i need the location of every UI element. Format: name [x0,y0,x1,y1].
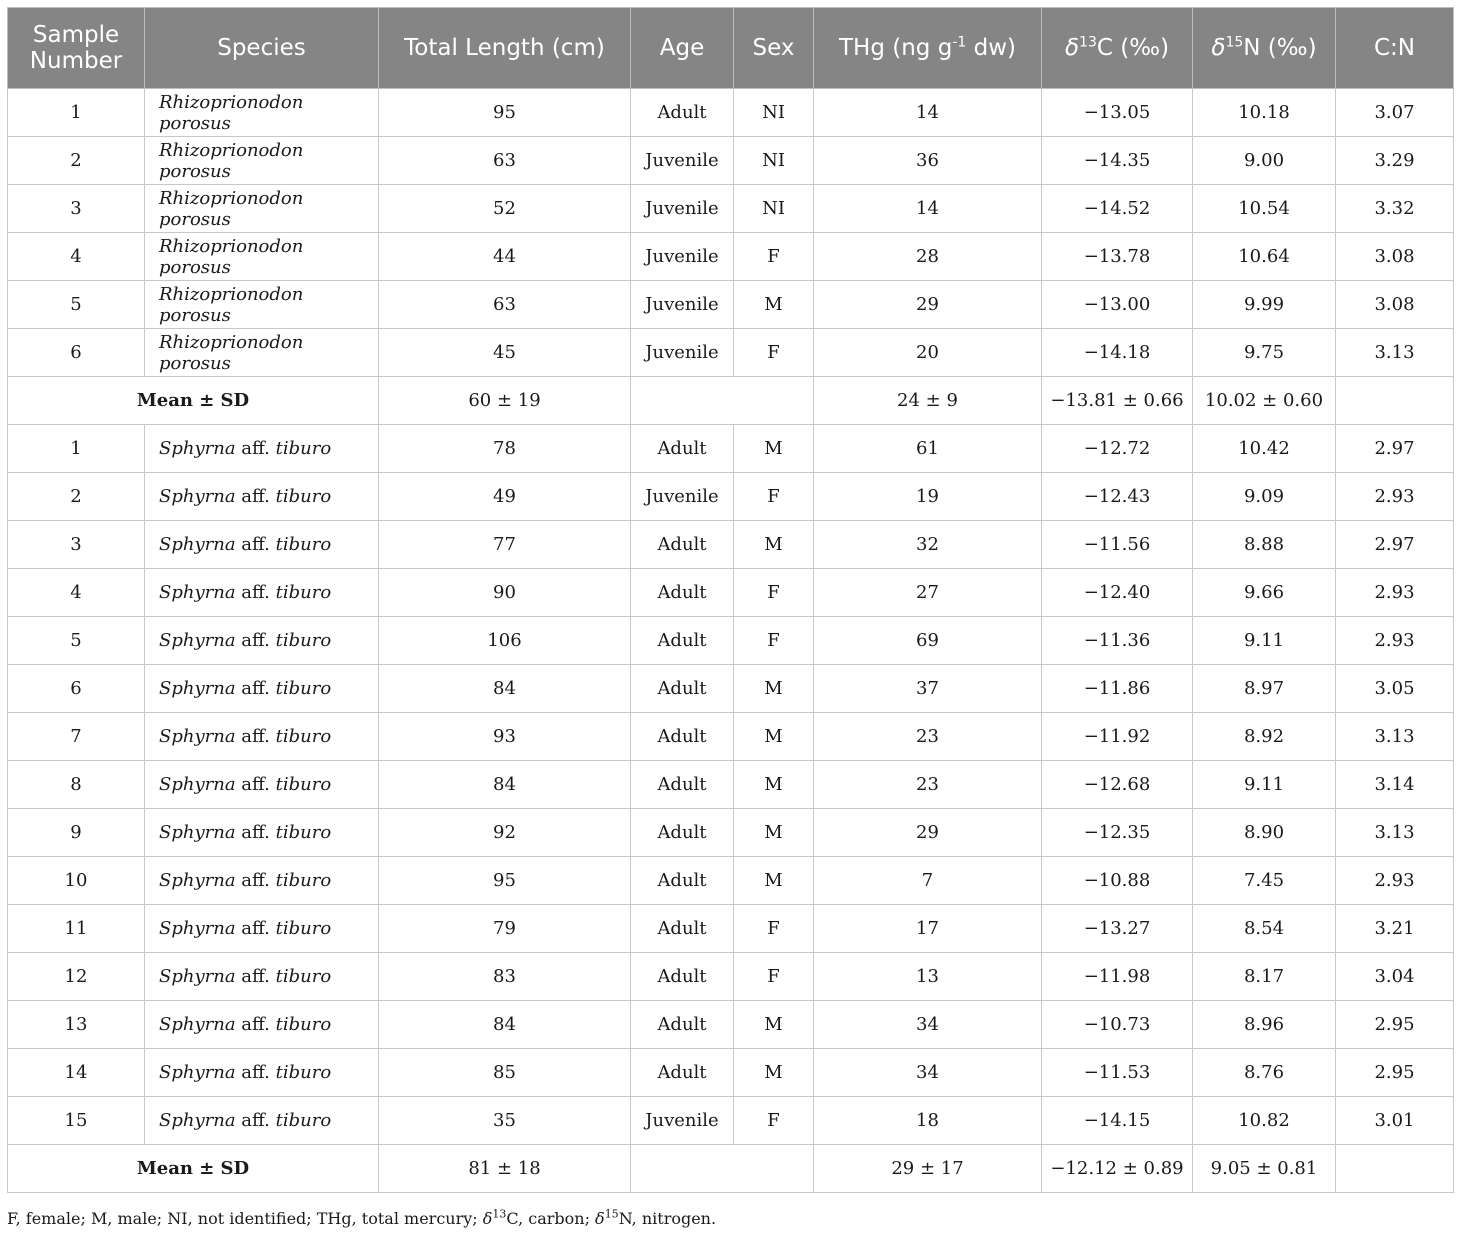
age-cell: Juvenile [631,1097,734,1145]
d15n-cell: 9.75 [1193,329,1336,377]
species-cell [145,617,379,665]
age-cell: Adult [631,713,734,761]
sample-number-cell: 8 [8,761,145,809]
d13c-cell: −14.52 [1042,185,1193,233]
total-length-cell: 78 [379,425,631,473]
species-aff: aff. [241,630,270,651]
age-cell: Juvenile [631,137,734,185]
cn-cell: 3.08 [1336,281,1454,329]
cn-cell: 2.93 [1336,473,1454,521]
sample-number-cell: 6 [8,665,145,713]
species-genus: Rhizoprionodon [159,187,304,209]
d15n-cell: 10.82 [1193,1097,1336,1145]
d13c-cell: −10.88 [1042,857,1193,905]
d15n-cell: 7.45 [1193,857,1336,905]
sample-number-cell: 7 [8,713,145,761]
d15n-cell: 8.92 [1193,713,1336,761]
species-epithet: tiburo [275,774,332,795]
species-cell [145,1001,379,1049]
cn-cell: 2.95 [1336,1001,1454,1049]
species-aff: aff. [241,1062,270,1083]
d15n-cell: 10.18 [1193,89,1336,137]
d13c-cell: −13.05 [1042,89,1193,137]
col-total-length: Total Length (cm) [379,8,631,89]
age-cell: Adult [631,617,734,665]
species-cell [145,665,379,713]
cn-cell: 3.04 [1336,953,1454,1001]
species-cell [145,905,379,953]
thg-cell: 18 [814,1097,1042,1145]
species-epithet: tiburo [275,1062,332,1083]
sample-number-cell: 3 [8,521,145,569]
col-d15n: $\delta^{15}N$ (‰) [1193,8,1336,89]
sample-number-cell: 1 [8,89,145,137]
mean-thg-cell: 29 ± 17 [814,1145,1042,1193]
col-sample-number: Sample Number [8,8,145,89]
col-thg: THg (ng $g^{-1}$ dw) [814,8,1042,89]
table-row [8,617,1454,665]
thg-cell: 34 [814,1001,1042,1049]
d13c-cell: −13.78 [1042,233,1193,281]
mean-empty-cell [631,1145,814,1193]
species-epithet: tiburo [275,726,332,747]
mean-cn-empty-cell [1336,1145,1454,1193]
mean-thg-cell: 24 ± 9 [814,377,1042,425]
species-epithet: porosus [159,160,231,182]
thg-cell: 23 [814,761,1042,809]
species-cell [145,329,379,377]
mean-d13c-cell: −12.12 ± 0.89 [1042,1145,1193,1193]
thg-cell: 23 [814,713,1042,761]
mean-d15n-cell: 9.05 ± 0.81 [1193,1145,1336,1193]
total-length-cell: 52 [379,185,631,233]
age-cell: Adult [631,857,734,905]
cn-cell: 3.21 [1336,905,1454,953]
sex-cell: M [734,761,814,809]
species-cell [145,137,379,185]
age-cell: Adult [631,521,734,569]
mean-d13c-cell: −13.81 ± 0.66 [1042,377,1193,425]
species-cell [145,185,379,233]
thg-cell: 13 [814,953,1042,1001]
cn-cell: 3.01 [1336,1097,1454,1145]
table-row [8,281,1454,329]
table-row [8,1097,1454,1145]
species-genus: Rhizoprionodon [159,331,304,353]
table-row [8,233,1454,281]
thg-cell: 37 [814,665,1042,713]
species-epithet: tiburo [275,918,332,939]
species-cell [145,953,379,1001]
cn-cell: 2.93 [1336,857,1454,905]
species-genus: Sphyrna [159,726,236,747]
cn-cell: 3.32 [1336,185,1454,233]
mean-total-length-cell: 60 ± 19 [379,377,631,425]
sample-number-cell: 5 [8,617,145,665]
sex-cell: M [734,809,814,857]
sample-number-cell: 11 [8,905,145,953]
cn-cell: 3.13 [1336,809,1454,857]
age-cell: Adult [631,809,734,857]
age-cell: Adult [631,665,734,713]
sample-number-cell: 2 [8,137,145,185]
species-aff: aff. [241,918,270,939]
table-row [8,1001,1454,1049]
sample-number-cell: 1 [8,425,145,473]
d13c-cell: −13.00 [1042,281,1193,329]
d15n-cell: 8.54 [1193,905,1336,953]
col-species: Species [145,8,379,89]
sex-cell: F [734,905,814,953]
d13c-cell: −11.92 [1042,713,1193,761]
cn-cell: 3.29 [1336,137,1454,185]
col-d13c: $\delta^{13}C$ (‰) [1042,8,1193,89]
species-genus: Rhizoprionodon [159,91,304,113]
total-length-cell: 90 [379,569,631,617]
data-table [7,7,1454,1193]
age-cell: Juvenile [631,473,734,521]
species-epithet: tiburo [275,630,332,651]
cn-cell: 3.05 [1336,665,1454,713]
table-row [8,137,1454,185]
d13c-cell: −11.56 [1042,521,1193,569]
total-length-cell: 93 [379,713,631,761]
total-length-cell: 84 [379,665,631,713]
species-genus: Sphyrna [159,534,236,555]
d15n-cell: 9.11 [1193,617,1336,665]
species-aff: aff. [241,1014,270,1035]
thg-cell: 29 [814,809,1042,857]
mean-empty-cell [631,377,814,425]
sex-cell: M [734,665,814,713]
species-aff: aff. [241,534,270,555]
species-aff: aff. [241,870,270,891]
cn-cell: 3.14 [1336,761,1454,809]
cn-cell: 2.93 [1336,569,1454,617]
species-cell [145,89,379,137]
table-row [8,905,1454,953]
species-epithet: tiburo [275,678,332,699]
d13c-cell: −12.40 [1042,569,1193,617]
species-cell [145,1049,379,1097]
cn-cell: 2.95 [1336,1049,1454,1097]
d13c-cell: −11.98 [1042,953,1193,1001]
table-row [8,809,1454,857]
species-cell [145,857,379,905]
species-aff: aff. [241,774,270,795]
species-aff: aff. [241,726,270,747]
cn-cell: 2.93 [1336,617,1454,665]
d15n-cell: 9.09 [1193,473,1336,521]
thg-cell: 28 [814,233,1042,281]
cn-cell: 2.97 [1336,425,1454,473]
species-aff: aff. [241,486,270,507]
sample-number-cell: 3 [8,185,145,233]
mean-cn-empty-cell [1336,377,1454,425]
table-row [8,1049,1454,1097]
species-cell [145,569,379,617]
species-cell [145,473,379,521]
d13c-cell: −12.43 [1042,473,1193,521]
mean-d15n-cell: 10.02 ± 0.60 [1193,377,1336,425]
d13c-cell: −13.27 [1042,905,1193,953]
d15n-cell: 8.97 [1193,665,1336,713]
d15n-cell: 8.90 [1193,809,1336,857]
species-epithet: tiburo [275,534,332,555]
mean-label-cell: Mean ± SD [8,377,379,425]
age-cell: Adult [631,1049,734,1097]
header-row [8,8,1454,89]
species-epithet: tiburo [275,822,332,843]
d13c-cell: −11.86 [1042,665,1193,713]
total-length-cell: 63 [379,137,631,185]
table-row [8,329,1454,377]
table-row [8,425,1454,473]
age-cell: Juvenile [631,185,734,233]
species-genus: Sphyrna [159,1062,236,1083]
species-genus: Sphyrna [159,1110,236,1131]
thg-cell: 14 [814,185,1042,233]
species-cell [145,809,379,857]
total-length-cell: 84 [379,1001,631,1049]
total-length-cell: 45 [379,329,631,377]
table-row [8,713,1454,761]
species-genus: Sphyrna [159,1014,236,1035]
sex-cell: F [734,473,814,521]
species-genus: Sphyrna [159,918,236,939]
age-cell: Adult [631,569,734,617]
sample-number-cell: 5 [8,281,145,329]
total-length-cell: 77 [379,521,631,569]
table-row [8,185,1454,233]
thg-cell: 34 [814,1049,1042,1097]
sex-cell: F [734,1097,814,1145]
d15n-cell: 8.88 [1193,521,1336,569]
mean-total-length-cell: 81 ± 18 [379,1145,631,1193]
d13c-cell: −11.53 [1042,1049,1193,1097]
d15n-cell: 10.54 [1193,185,1336,233]
sex-cell: F [734,617,814,665]
cn-cell: 3.08 [1336,233,1454,281]
thg-cell: 32 [814,521,1042,569]
species-cell [145,521,379,569]
species-epithet: tiburo [275,438,332,459]
sex-cell: M [734,521,814,569]
sample-number-cell: 2 [8,473,145,521]
sample-number-cell: 4 [8,233,145,281]
table-row [8,569,1454,617]
table-row [8,857,1454,905]
d13c-cell: −14.35 [1042,137,1193,185]
species-cell [145,425,379,473]
sex-cell: F [734,329,814,377]
sample-number-cell: 14 [8,1049,145,1097]
age-cell: Juvenile [631,281,734,329]
species-genus: Sphyrna [159,582,236,603]
total-length-cell: 63 [379,281,631,329]
sample-number-cell: 15 [8,1097,145,1145]
species-epithet: tiburo [275,486,332,507]
d15n-cell: 8.76 [1193,1049,1336,1097]
species-cell [145,1097,379,1145]
species-genus: Sphyrna [159,870,236,891]
sample-number-cell: 9 [8,809,145,857]
d13c-cell: −11.36 [1042,617,1193,665]
species-cell [145,233,379,281]
species-genus: Sphyrna [159,438,236,459]
thg-cell: 29 [814,281,1042,329]
age-cell: Adult [631,761,734,809]
total-length-cell: 44 [379,233,631,281]
species-aff: aff. [241,1110,270,1131]
d13c-cell: −10.73 [1042,1001,1193,1049]
thg-cell: 69 [814,617,1042,665]
sample-number-cell: 6 [8,329,145,377]
species-genus: Sphyrna [159,822,236,843]
thg-cell: 61 [814,425,1042,473]
d15n-cell: 8.17 [1193,953,1336,1001]
sex-cell: M [734,425,814,473]
thg-cell: 20 [814,329,1042,377]
thg-cell: 14 [814,89,1042,137]
age-cell: Adult [631,905,734,953]
sex-cell: M [734,281,814,329]
total-length-cell: 83 [379,953,631,1001]
total-length-cell: 106 [379,617,631,665]
total-length-cell: 84 [379,761,631,809]
sex-cell: M [734,1049,814,1097]
col-sex: Sex [734,8,814,89]
sex-cell: NI [734,89,814,137]
species-epithet: tiburo [275,966,332,987]
species-epithet: porosus [159,304,231,326]
d15n-cell: 10.42 [1193,425,1336,473]
species-epithet: tiburo [275,870,332,891]
species-genus: Rhizoprionodon [159,235,304,257]
cn-cell: 3.13 [1336,713,1454,761]
sex-cell: F [734,569,814,617]
sample-number-cell: 13 [8,1001,145,1049]
table-row [8,761,1454,809]
species-cell [145,281,379,329]
sex-cell: M [734,713,814,761]
mean-label-cell: Mean ± SD [8,1145,379,1193]
species-epithet: tiburo [275,582,332,603]
thg-cell: 17 [814,905,1042,953]
species-genus: Rhizoprionodon [159,139,304,161]
d15n-cell: 10.64 [1193,233,1336,281]
species-cell [145,713,379,761]
cn-cell: 2.97 [1336,521,1454,569]
d15n-cell: 9.66 [1193,569,1336,617]
species-aff: aff. [241,822,270,843]
species-aff: aff. [241,678,270,699]
table-footnote: F, female; M, male; NI, not identified; THg, total mercury; $\delta^{13}C$, carbon; $\delta^{15}N$, nitrogen. [7,1207,717,1228]
species-cell [145,761,379,809]
total-length-cell: 95 [379,89,631,137]
sex-cell: F [734,233,814,281]
thg-cell: 27 [814,569,1042,617]
table-row [8,473,1454,521]
species-epithet: porosus [159,208,231,230]
species-genus: Sphyrna [159,774,236,795]
species-epithet: porosus [159,112,231,134]
species-epithet: tiburo [275,1110,332,1131]
total-length-cell: 79 [379,905,631,953]
total-length-cell: 92 [379,809,631,857]
species-genus: Sphyrna [159,630,236,651]
species-epithet: tiburo [275,1014,332,1035]
sex-cell: F [734,953,814,1001]
table-row [8,521,1454,569]
d13c-cell: −12.35 [1042,809,1193,857]
thg-cell: 36 [814,137,1042,185]
cn-cell: 3.13 [1336,329,1454,377]
table-body [8,89,1454,1193]
col-age: Age [631,8,734,89]
sample-number-cell: 4 [8,569,145,617]
sex-cell: M [734,1001,814,1049]
thg-cell: 19 [814,473,1042,521]
sex-cell: M [734,857,814,905]
table-row [8,89,1454,137]
sex-cell: NI [734,137,814,185]
species-aff: aff. [241,966,270,987]
age-cell: Adult [631,89,734,137]
species-aff: aff. [241,582,270,603]
sample-number-cell: 12 [8,953,145,1001]
mean-row [8,377,1454,425]
age-cell: Adult [631,425,734,473]
age-cell: Adult [631,953,734,1001]
total-length-cell: 85 [379,1049,631,1097]
species-epithet: porosus [159,256,231,278]
mean-row [8,1145,1454,1193]
d13c-cell: −12.72 [1042,425,1193,473]
age-cell: Juvenile [631,329,734,377]
species-epithet: porosus [159,352,231,374]
sample-number-cell: 10 [8,857,145,905]
species-genus: Sphyrna [159,966,236,987]
table-row [8,665,1454,713]
total-length-cell: 95 [379,857,631,905]
d15n-cell: 9.00 [1193,137,1336,185]
table-row [8,953,1454,1001]
d15n-cell: 8.96 [1193,1001,1336,1049]
total-length-cell: 35 [379,1097,631,1145]
d13c-cell: −14.15 [1042,1097,1193,1145]
d15n-cell: 9.99 [1193,281,1336,329]
sex-cell: NI [734,185,814,233]
d15n-cell: 9.11 [1193,761,1336,809]
species-aff: aff. [241,438,270,459]
species-genus: Sphyrna [159,678,236,699]
age-cell: Adult [631,1001,734,1049]
d13c-cell: −14.18 [1042,329,1193,377]
thg-cell: 7 [814,857,1042,905]
d13c-cell: −12.68 [1042,761,1193,809]
age-cell: Juvenile [631,233,734,281]
species-genus: Rhizoprionodon [159,283,304,305]
cn-cell: 3.07 [1336,89,1454,137]
col-cn: C:N [1336,8,1454,89]
total-length-cell: 49 [379,473,631,521]
species-genus: Sphyrna [159,486,236,507]
